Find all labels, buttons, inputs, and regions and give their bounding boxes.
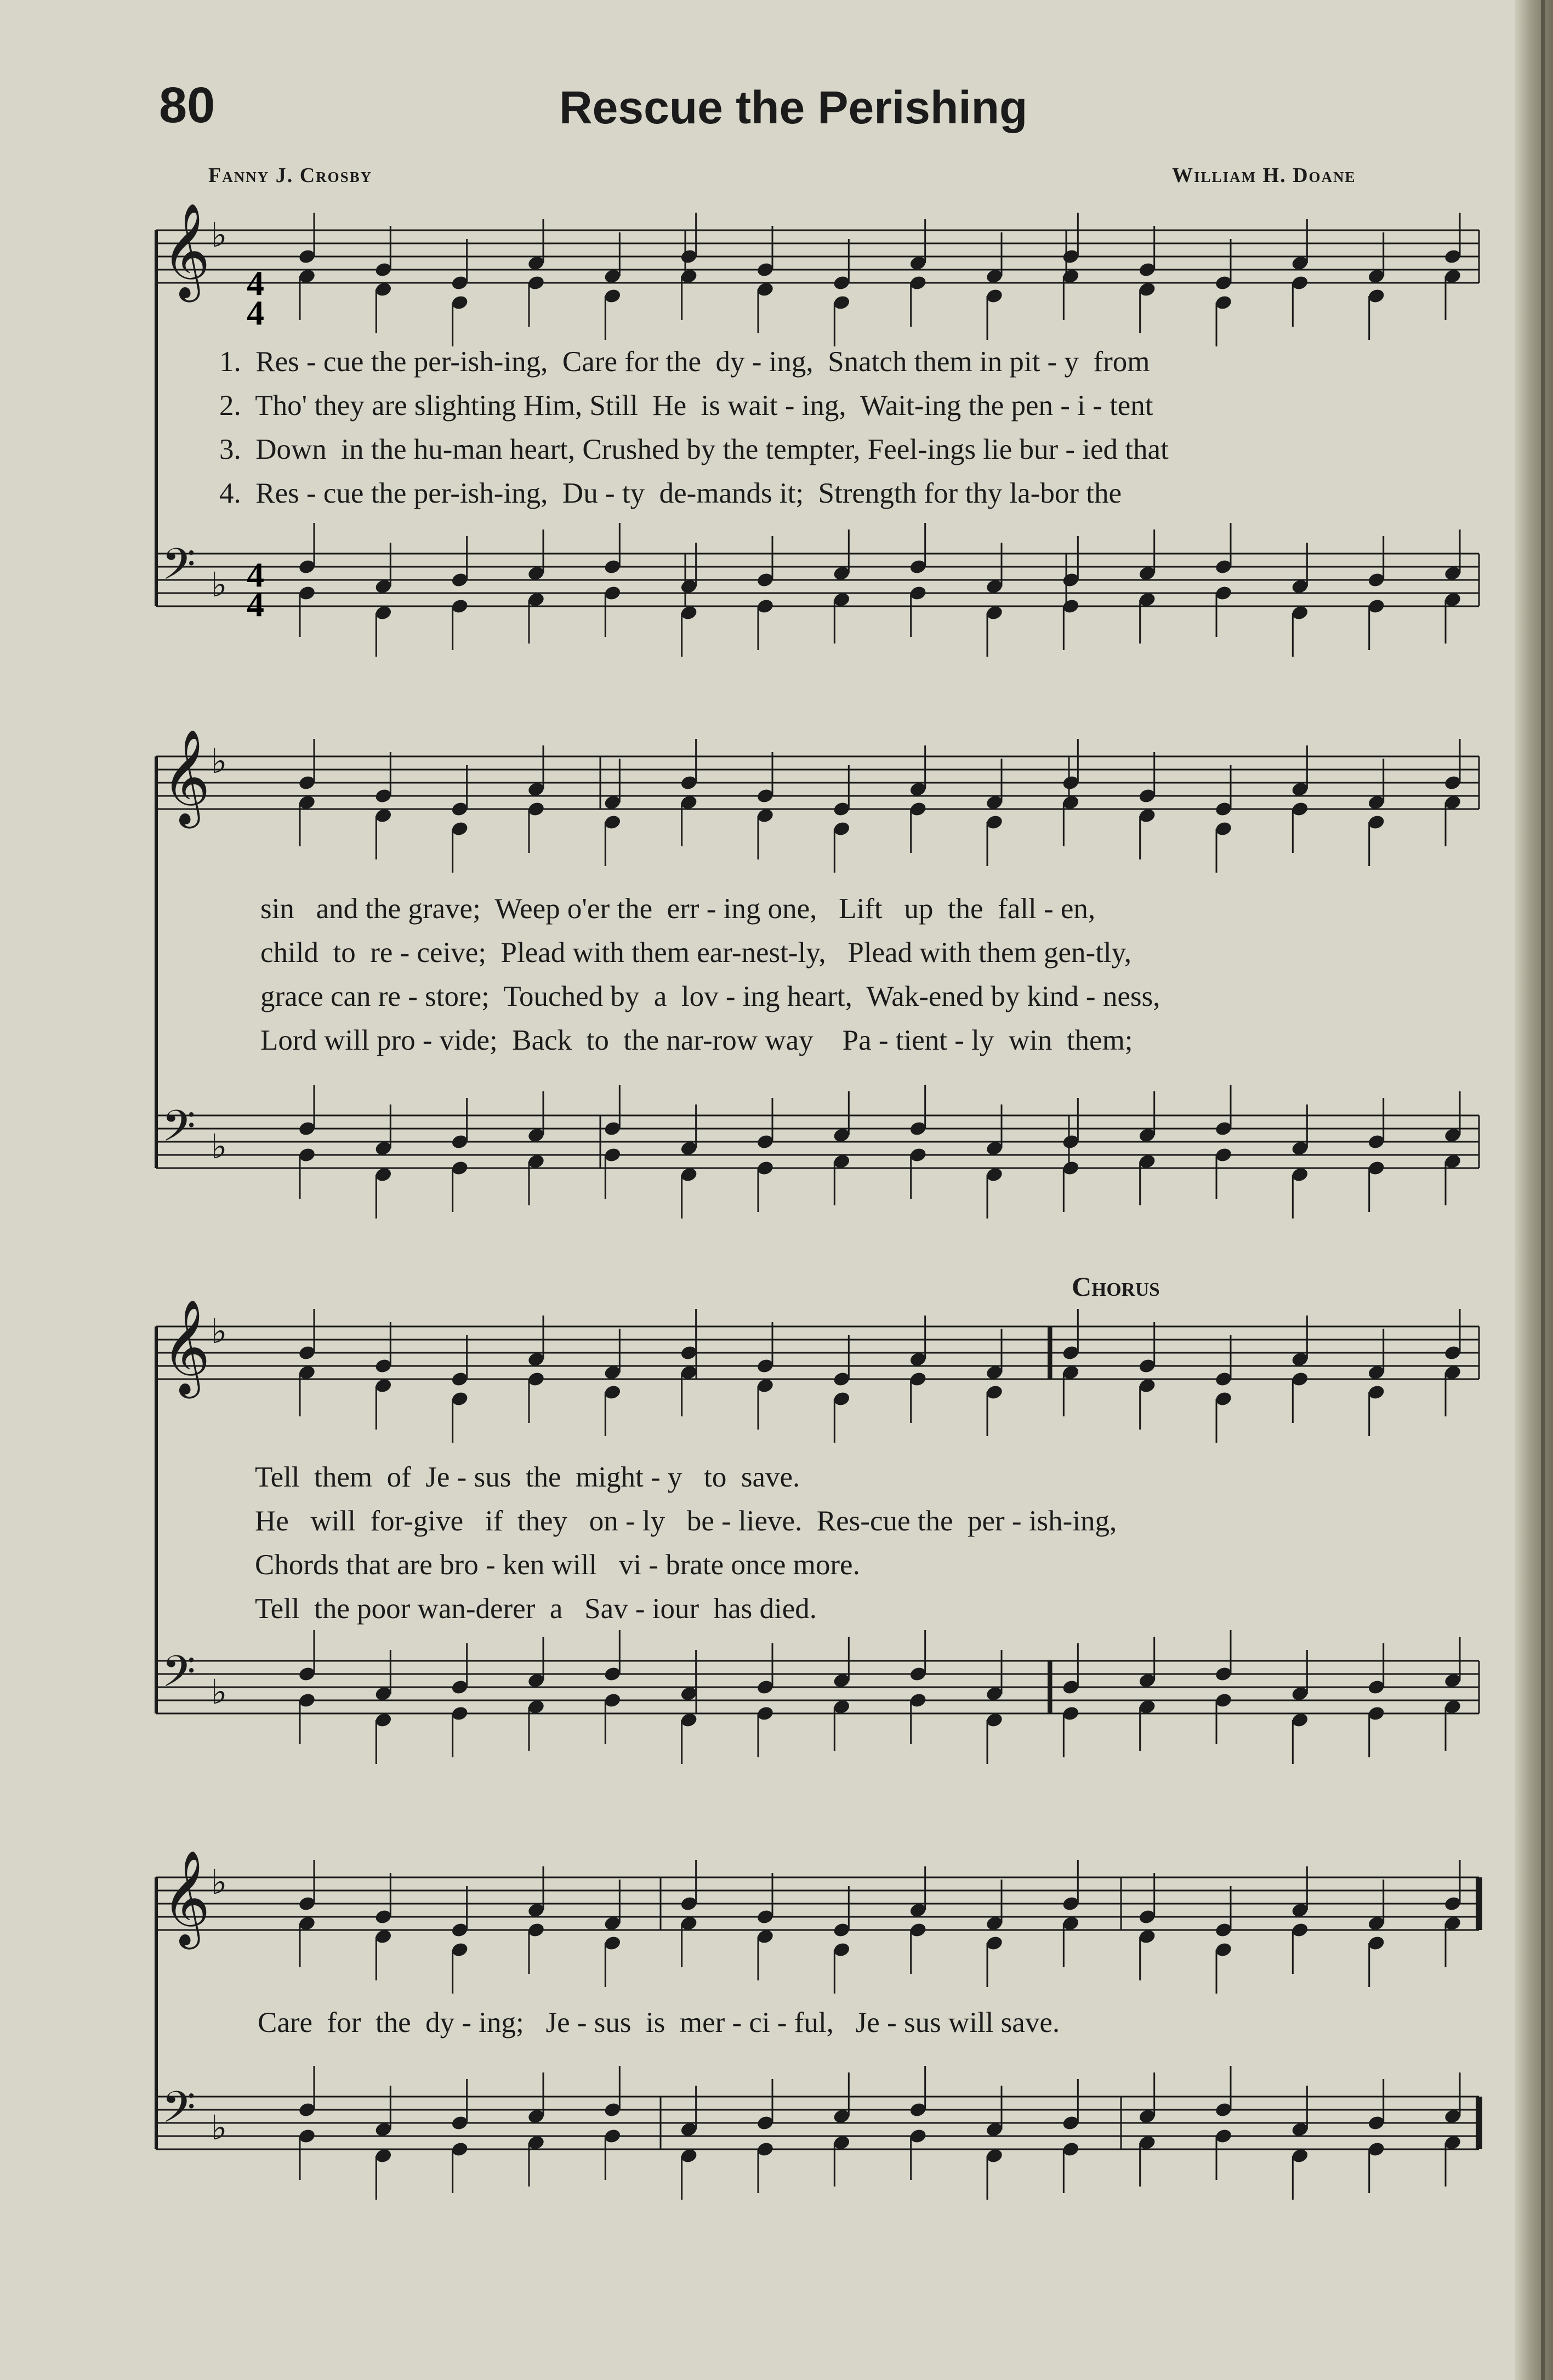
- staves: [156, 230, 1479, 2149]
- hymn-title: Rescue the Perishing: [559, 82, 1028, 133]
- lyric-line: grace can re - store; Touched by a lov - ing heart, Wak-ened by kind - ness,: [260, 981, 1161, 1012]
- key-signature-flat-icon: ♭: [211, 1672, 227, 1712]
- lyric-line: 3. Down in the hu-man heart, Crushed by the tempter, Feel-ings lie bur - ied that: [219, 434, 1169, 465]
- bass-clef-icon: 𝄢: [162, 2082, 196, 2143]
- bass-time-signature-top: 4: [247, 555, 264, 594]
- chorus-system-4: [258, 2001, 1060, 2045]
- lyric-line: He will for-give if they on - ly be - lieve. Res-cue the per - ish-ing,: [255, 1505, 1117, 1537]
- lyric-line: Lord will pro - vide; Back to the nar-row way Pa - tient - ly win them;: [260, 1024, 1133, 1056]
- key-signature-flat-icon: ♭: [211, 565, 227, 605]
- key-signature-flat-icon: ♭: [211, 215, 227, 255]
- key-signature-flat-icon: ♭: [211, 1862, 227, 1902]
- composer-credit: William H. Doane: [1172, 164, 1356, 187]
- verses-system-2: [260, 887, 1160, 1062]
- lyric-line: sin and the grave; Weep o'er the err - ing one, Lift up the fall - en,: [260, 893, 1096, 925]
- chorus-label: Chorus: [1072, 1271, 1160, 1302]
- bass-clef-icon: 𝄢: [162, 1101, 196, 1162]
- treble-clef-icon: 𝄞: [162, 1850, 211, 1945]
- verses-system-3: [255, 1455, 1117, 1631]
- time-signature-top: 4: [247, 264, 264, 303]
- lyric-line: Chords that are bro - ken will vi - brate once more.: [255, 1549, 860, 1581]
- lyric-line: Care for the dy - ing; Je - sus is mer - ci - ful, Je - sus will save.: [258, 2007, 1060, 2039]
- lyric-line: 1. Res - cue the per-ish-ing, Care for the dy - ing, Snatch them in pit - y from: [219, 346, 1150, 378]
- lyric-line: child to re - ceive; Plead with them ear-nest-ly, Plead with them gen-tly,: [260, 937, 1131, 969]
- page-number: 80: [159, 77, 215, 133]
- lyric-line: Tell them of Je - sus the might - y to save.: [255, 1461, 800, 1493]
- treble-clef-icon: 𝄞: [162, 1299, 211, 1394]
- lyricist-credit: Fanny J. Crosby: [208, 164, 373, 187]
- lyric-line: Tell the poor wan-derer a Sav - iour has died.: [255, 1593, 817, 1625]
- bass-clef-icon: 𝄢: [162, 1646, 196, 1707]
- lyric-line: 4. Res - cue the per-ish-ing, Du - ty de-mands it; Strength for thy la-bor the: [219, 477, 1122, 509]
- treble-clef-icon: 𝄞: [162, 729, 211, 824]
- lyric-line: 2. Tho' they are slighting Him, Still He is wait - ing, Wait-ing the pen - i - tent: [219, 390, 1153, 422]
- key-signature-flat-icon: ♭: [211, 741, 227, 781]
- treble-clef-icon: 𝄞: [162, 203, 211, 298]
- time-signature-bottom: 4: [247, 293, 264, 332]
- verses-system-1: [219, 340, 1169, 515]
- key-signature-flat-icon: ♭: [211, 1126, 227, 1166]
- bass-clef-icon: 𝄢: [162, 539, 196, 600]
- bass-time-signature-bottom: 4: [247, 585, 264, 624]
- key-signature-flat-icon: ♭: [211, 1311, 227, 1351]
- key-signature-flat-icon: ♭: [211, 2108, 227, 2148]
